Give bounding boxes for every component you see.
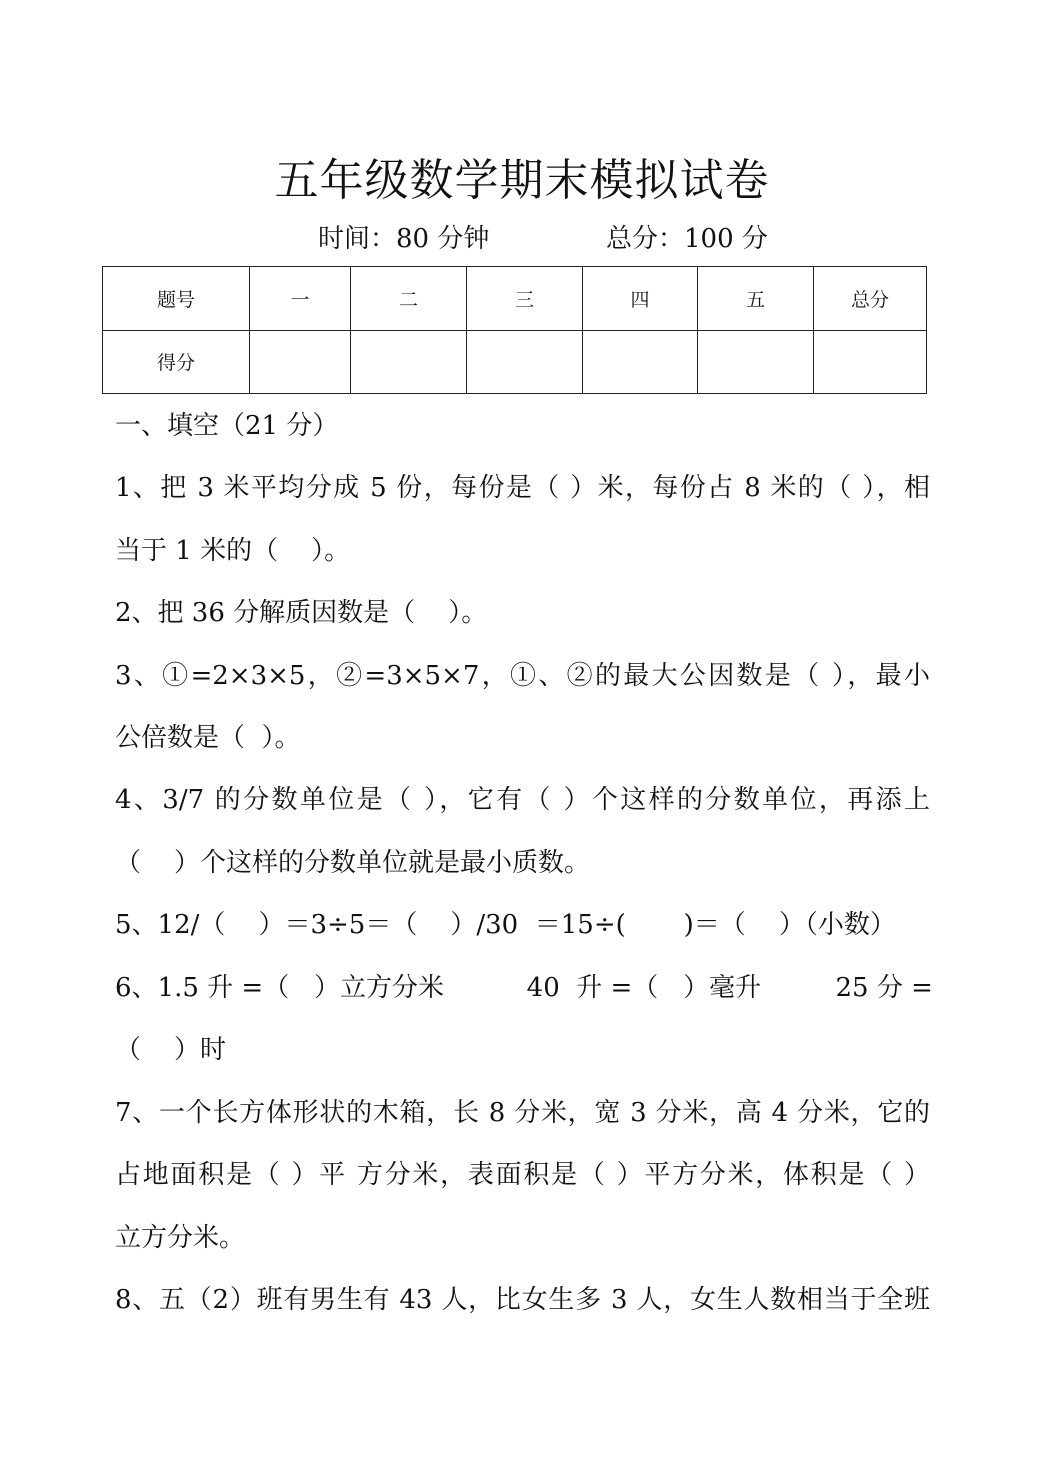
header-cell-question-number: 题号 <box>103 267 250 331</box>
header-cell-5: 五 <box>698 267 814 331</box>
exam-time: 时间：80 分钟 <box>318 224 490 254</box>
question-line: （ ）时 <box>115 1035 227 1065</box>
question-line: 公倍数是（ ）。 <box>115 723 301 753</box>
question-line: （ ）个这样的分数单位就是最小质数。 <box>115 848 591 878</box>
question-line: 8、五（2）班有男生有 43 人，比女生多 3 人，女生人数相当于全班 <box>115 1285 930 1315</box>
score-cell-2[interactable] <box>351 330 467 394</box>
question-line: 3、①=2×3×5，②=3×5×7，①、②的最大公因数是（ ），最小 <box>115 661 930 691</box>
page-title: 五年级数学期末模拟试卷 <box>274 155 770 206</box>
score-row-label: 得分 <box>103 330 250 394</box>
score-cell-total[interactable] <box>814 330 927 394</box>
question-line: 占地面积是（ ）平 方分米，表面积是（ ）平方分米，体积是（ ） <box>115 1160 930 1190</box>
question-line: 7、一个长方体形状的木箱，长 8 分米，宽 3 分米，高 4 分米，它的 <box>115 1098 930 1128</box>
question-line: 4、3/7 的分数单位是（ ），它有（ ）个这样的分数单位，再添上 <box>115 785 930 815</box>
score-table-score-row <box>103 330 927 394</box>
question-line: 6、1.5 升 =（ ）立方分米 40 升 =（ ）毫升 25 分 = <box>115 973 933 1003</box>
score-cell-4[interactable] <box>583 330 698 394</box>
question-line: 当于 1 米的（ ）。 <box>115 536 351 566</box>
header-cell-2: 二 <box>351 267 467 331</box>
score-table-header-row <box>103 267 927 331</box>
score-cell-3[interactable] <box>467 330 583 394</box>
score-cell-1[interactable] <box>250 330 351 394</box>
score-cell-5[interactable] <box>698 330 814 394</box>
section-heading: 一、填空（21 分） <box>115 411 339 441</box>
question-line: 1、把 3 米平均分成 5 份，每份是（ ）米，每份占 8 米的（ ），相 <box>115 473 930 503</box>
question-line: 立方分米。 <box>115 1223 246 1253</box>
header-cell-4: 四 <box>583 267 698 331</box>
header-cell-3: 三 <box>467 267 583 331</box>
question-line: 5、12/（ ）＝3÷5＝（ ）/30 ＝15÷( )＝（ ）（小数） <box>115 910 896 940</box>
header-cell-total: 总分 <box>814 267 927 331</box>
question-line: 2、把 36 分解质因数是（ ）。 <box>115 598 488 628</box>
exam-total-score: 总分：100 分 <box>606 224 768 254</box>
header-cell-1: 一 <box>250 267 351 331</box>
score-table <box>102 266 927 394</box>
